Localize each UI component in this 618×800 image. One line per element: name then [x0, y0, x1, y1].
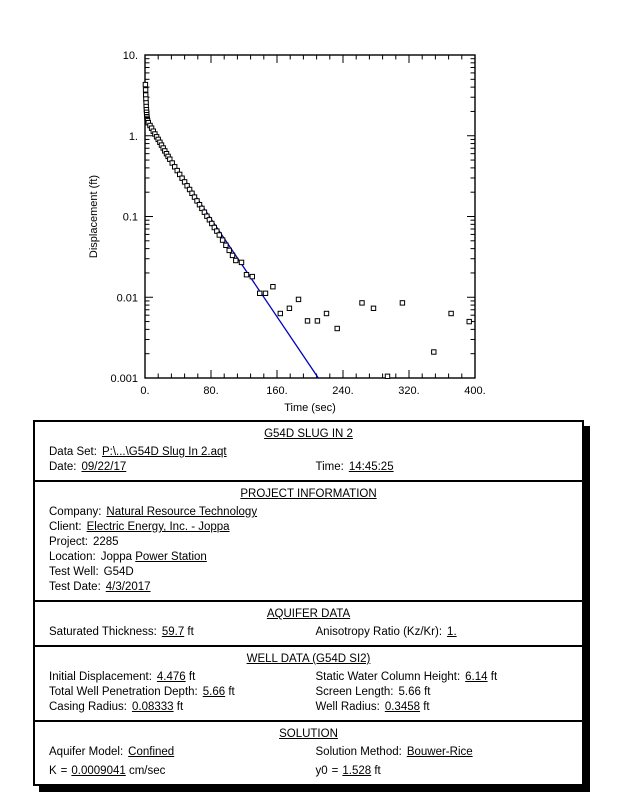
project-row: Project: 2285	[49, 536, 119, 548]
date-cell: Date: 09/22/17	[49, 461, 127, 473]
data-point	[224, 243, 228, 247]
x-tick-label: 0.	[140, 385, 150, 397]
data-point	[244, 273, 248, 277]
x-tick-label: 400.	[464, 385, 486, 397]
y-tick-label: 10.	[122, 50, 138, 62]
date-value: 09/22/17	[81, 461, 127, 473]
plot-border	[145, 55, 475, 378]
company-row: Company: Natural Resource Technology	[49, 506, 258, 518]
data-point	[315, 319, 319, 323]
time-cell: Time: 14:45:25	[315, 461, 394, 473]
aquifer-heading: AQUIFER DATA	[266, 608, 351, 620]
data-point	[449, 311, 453, 315]
data-point	[296, 297, 300, 301]
well-radius-cell: Well Radius: 0.3458 ft	[315, 701, 430, 713]
client-value: Electric Energy, Inc. - Joppa	[86, 521, 230, 533]
section-project-information	[35, 480, 582, 600]
well-heading: WELL DATA (G54D SI2)	[246, 653, 371, 665]
aquifer-model-cell: Aquifer Model: Confined	[49, 746, 175, 758]
data-point	[230, 253, 234, 257]
x-tick-label: 320.	[398, 385, 420, 397]
casing-radius-cell: Casing Radius: 0.08333 ft	[49, 701, 184, 713]
aquifer-model-value: Confined	[128, 746, 175, 758]
section-aquifer-data	[35, 600, 582, 645]
data-point	[385, 374, 389, 378]
solution-method-cell: Solution Method: Bouwer-Rice	[315, 746, 473, 758]
well-radius-value: 0.3458	[384, 701, 421, 713]
x-tick-label: 240.	[332, 385, 354, 397]
project-value: 2285	[93, 536, 119, 548]
location-value: Power Station	[135, 551, 207, 563]
data-point	[217, 233, 221, 237]
data-point	[263, 291, 267, 295]
k-value: 0.0009041	[71, 765, 126, 777]
x-tick-label: 80.	[203, 385, 219, 397]
data-set-value: P:\...\G54D Slug In 2.aqt	[101, 446, 227, 458]
initial-displacement-value: 4.476	[156, 671, 186, 683]
test-well-value: G54D	[103, 566, 134, 578]
screen-length-value: 5.66	[398, 686, 421, 698]
anisotropy-cell: Anisotropy Ratio (Kz/Kr): 1.	[315, 626, 457, 638]
y-axis-title: Displacement (ft)	[88, 174, 100, 259]
penetration-depth-cell: Total Well Penetration Depth: 5.66 ft	[49, 686, 235, 698]
data-point	[371, 306, 375, 310]
data-point	[239, 260, 243, 264]
report-box	[33, 420, 584, 786]
static-height-cell: Static Water Column Height: 6.14 ft	[315, 671, 498, 683]
location-row: Location: Joppa Power Station	[49, 551, 207, 563]
project-heading: PROJECT INFORMATION	[240, 488, 377, 500]
data-point	[227, 248, 231, 252]
data-point	[324, 311, 328, 315]
anisotropy-value: 1.	[447, 626, 457, 638]
data-point	[432, 350, 436, 354]
data-point	[250, 274, 254, 278]
initial-displacement-cell: Initial Displacement: 4.476 ft	[49, 671, 196, 683]
section-header	[35, 422, 582, 480]
screen-length-cell: Screen Length: 5.66 ft	[315, 686, 431, 698]
y0-value: 1.528	[342, 765, 372, 777]
y-tick-label: 0.001	[110, 373, 138, 385]
data-point	[143, 82, 147, 86]
solution-method-value: Bouwer-Rice	[406, 746, 473, 758]
solution-heading: SOLUTION	[279, 728, 338, 740]
location-prefix: Joppa	[100, 551, 133, 563]
data-point	[360, 301, 364, 305]
date-time-row	[35, 460, 582, 475]
aquifer-row	[35, 625, 582, 640]
data-point	[258, 291, 262, 295]
y-tick-label: 0.1	[122, 211, 138, 224]
section-well-data	[35, 645, 582, 720]
saturated-thickness-value: 59.7	[161, 626, 185, 638]
data-point	[400, 301, 404, 305]
static-height-value: 6.14	[465, 671, 488, 683]
y-tick-label: 1.	[128, 130, 138, 143]
data-point	[220, 238, 224, 242]
x-tick-label: 160.	[266, 385, 288, 397]
data-set-label: Data Set:	[49, 446, 97, 458]
section-solution	[35, 720, 582, 784]
client-row: Client: Electric Energy, Inc. - Joppa	[49, 521, 230, 533]
x-axis-title: Time (sec)	[284, 402, 336, 414]
casing-radius-value: 0.08333	[131, 701, 174, 713]
data-set-row	[35, 445, 582, 460]
data-point	[467, 319, 471, 323]
report-title: G54D SLUG IN 2	[264, 428, 353, 440]
penetration-depth-value: 5.66	[202, 686, 226, 698]
y0-cell: y0 = 1.528 ft	[315, 765, 381, 777]
test-date-row: Test Date: 4/3/2017	[49, 581, 151, 593]
test-date-value: 4/3/2017	[105, 581, 151, 593]
saturated-thickness-cell: Saturated Thickness: 59.7 ft	[49, 626, 194, 638]
data-point	[287, 306, 291, 310]
data-point	[271, 285, 275, 289]
data-point	[278, 311, 282, 315]
y-tick-label: 0.01	[116, 292, 138, 305]
data-point	[305, 319, 309, 323]
test-well-row: Test Well: G54D	[49, 566, 134, 578]
data-point	[143, 88, 147, 92]
data-point	[234, 258, 238, 262]
company-value: Natural Resource Technology	[106, 506, 258, 518]
time-value: 14:45:25	[348, 461, 394, 473]
hydraulic-conductivity-cell: K = 0.0009041 cm/sec	[49, 765, 166, 777]
data-point	[335, 326, 339, 330]
